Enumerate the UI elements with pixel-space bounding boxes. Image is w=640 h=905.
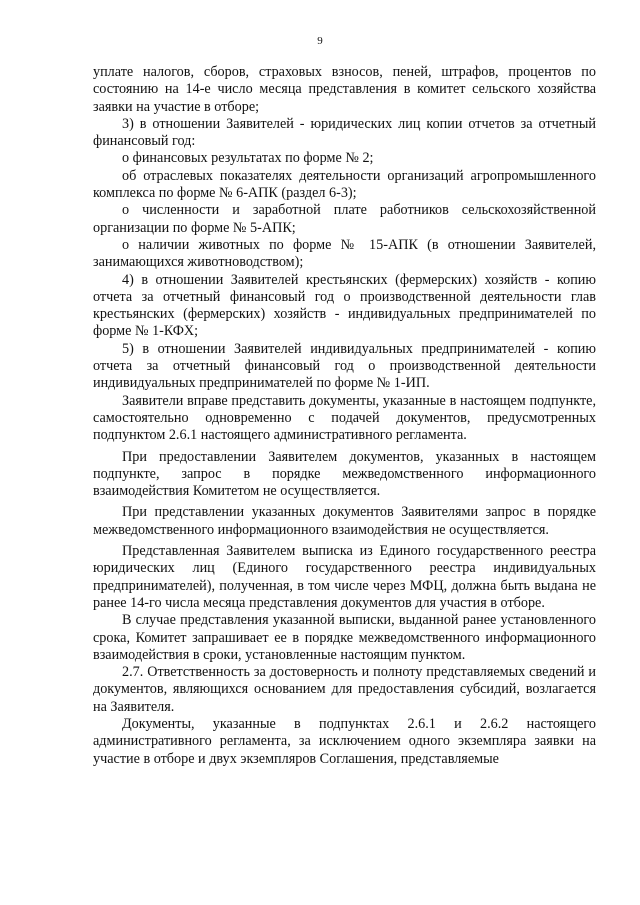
paragraph: 4) в отношении Заявителей крестьянских (фермерских) хозяйств - копию отчета за отчетный финансовый год о производственной деятельности глав крестьянских (фермерских) хозяйств - индивидуальных предпринимателей по форме № 1-КФХ; (93, 271, 596, 340)
paragraph: уплате налогов, сборов, страховых взносов, пеней, штрафов, процентов по состоянию на 14-е число месяца представления в комитет сельского хозяйства заявки на участие в отборе; (93, 64, 596, 115)
paragraph: 3) в отношении Заявителей - юридических лиц копии отчетов за отчетный финансовый год: (93, 115, 596, 150)
paragraph: об отраслевых показателях деятельности организаций агропромышленного комплекса по форме № 6-АПК (раздел 6-3); (93, 167, 596, 202)
paragraph: Заявители вправе представить документы, указанные в настоящем подпункте, самостоятельно одновременно с подачей документов, предусмотренных подпунктом 2.6.1 настоящего административного регламента. (93, 392, 596, 444)
paragraph: 5) в отношении Заявителей индивидуальных предпринимателей - копию отчета за отчетный финансовый год о производственной деятельности индивидуальных предпринимателей по форме № 1-ИП. (93, 340, 596, 392)
paragraph: В случае представления указанной выписки, выданной ранее установленного срока, Комитет запрашивает ее в порядке межведомственного информационного взаимодействия в сроки, установленные настоящим пунктом. (93, 612, 596, 663)
paragraph: При предоставлении Заявителем документов, указанных в настоящем подпункте, запрос в порядке межведомственного информационного взаимодействия Комитетом не осуществляется. (93, 448, 596, 500)
paragraph: Представленная Заявителем выписка из Единого государственного реестра юридических лиц (Единого государственного реестра индивидуальных предпринимателей), полученная, в том числе через МФЦ, должна быть выдана не ранее 14-го числа месяца представления документов для участия в отборе. (93, 543, 596, 611)
paragraph: о численности и заработной плате работников сельскохозяйственной организации по форме № 5-АПК; (93, 202, 596, 236)
paragraph: о наличии животных по форме № 15-АПК (в отношении Заявителей, занимающихся животноводством); (93, 236, 596, 271)
document-body (93, 64, 596, 768)
paragraph: 2.7. Ответственность за достоверность и полноту представляемых сведений и документов, являющихся основанием для предоставления субсидий, возлагается на Заявителя. (93, 664, 596, 715)
paragraph: о финансовых результатах по форме № 2; (122, 150, 374, 167)
paragraph: При представлении указанных документов Заявителями запрос в порядке межведомственного информационного взаимодействия не осуществляется. (93, 504, 596, 538)
paragraph: Документы, указанные в подпунктах 2.6.1 и 2.6.2 настоящего административного регламента, за исключением одного экземпляра заявки на участие в отборе и двух экземпляров Соглашения, представляемые (93, 715, 596, 767)
page-number: 9 (317, 35, 323, 47)
